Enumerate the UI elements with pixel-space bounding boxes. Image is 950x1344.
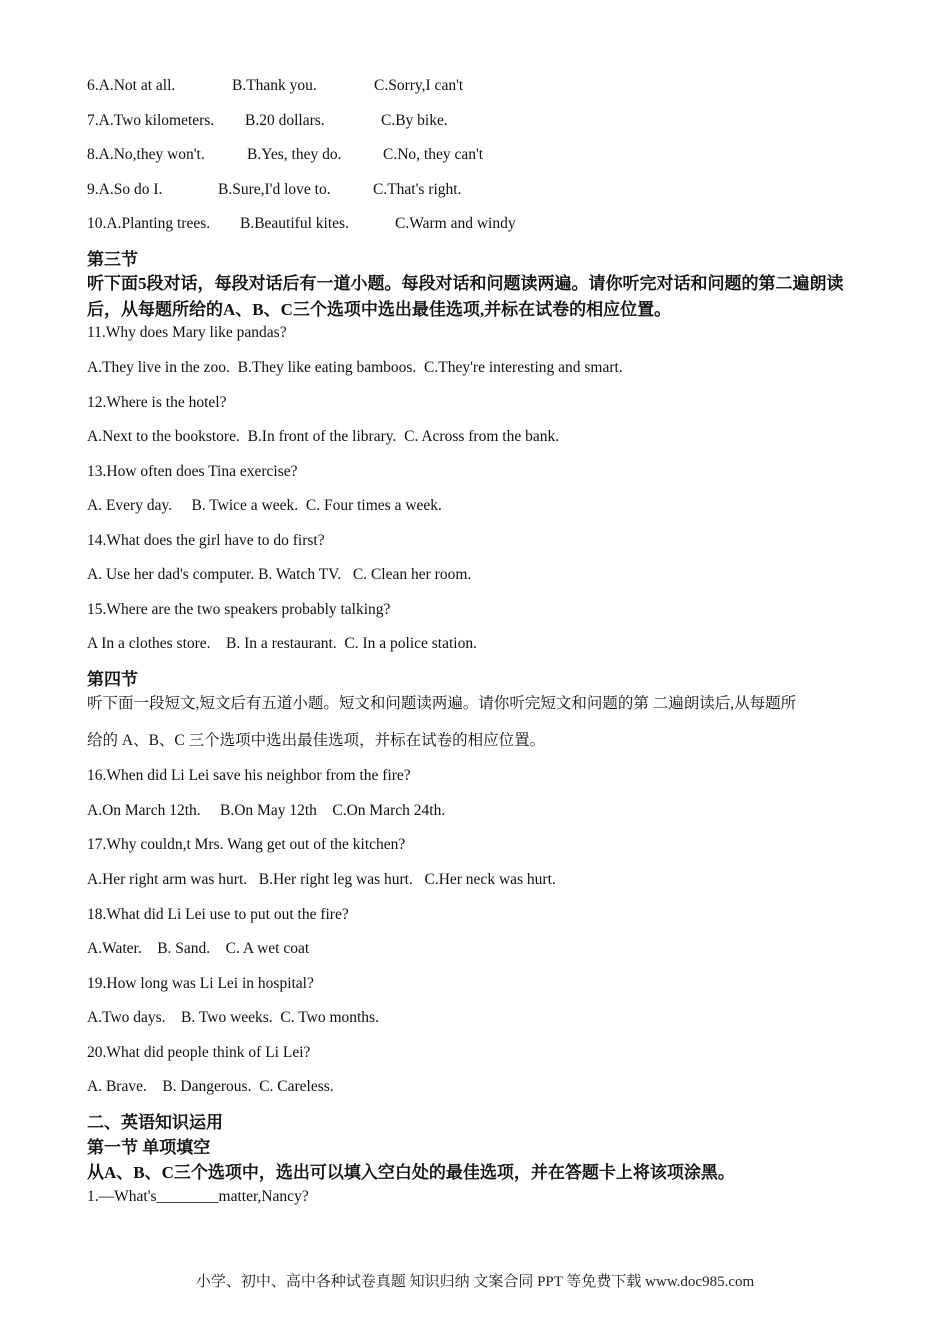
option-b: B.Thank you. <box>232 77 317 94</box>
option-a: 9.A.So do I. <box>87 181 163 198</box>
question-12: 12.Where is the hotel? <box>87 394 227 411</box>
question-16: 16.When did Li Lei save his neighbor from the fire? <box>87 767 411 784</box>
question-20: 20.What did people think of Li Lei? <box>87 1044 311 1061</box>
option-a: 6.A.Not at all. <box>87 77 176 94</box>
section4-instruction-1: 听下面一段短文,短文后有五道小题。短文和问题读两遍。请你听完短文和问题的第 二遍朗读后,从每题所 <box>87 695 797 712</box>
question-15: 15.Where are the two speakers probably talking? <box>87 601 391 618</box>
question-13: 13.How often does Tina exercise? <box>87 463 298 480</box>
question-14: 14.What does the girl have to do first? <box>87 532 325 549</box>
option-c: C.By bike. <box>381 112 448 129</box>
question-17: 17.Why couldn,t Mrs. Wang get out of the kitchen? <box>87 836 406 853</box>
option-a: 10.A.Planting trees. <box>87 215 211 232</box>
question-18-options: A.Water. B. Sand. C. A wet coat <box>87 940 310 957</box>
option-c: C.Sorry,I can't <box>374 77 464 94</box>
part2-question-1: 1.—What's________matter,Nancy? <box>87 1188 309 1205</box>
section3-instruction: 听下面5段对话，每段对话后有一道小题。每段对话和问题读两遍。请你听完对话和问题的第二遍朗读后，从每题所给的A、B、C三个选项中选出最佳选项,并标在试卷的相应位置。 <box>87 274 844 319</box>
option-c: C.Warm and windy <box>395 215 516 232</box>
option-b: B.Sure,I'd love to. <box>218 181 331 198</box>
question-16-options: A.On March 12th. B.On May 12th C.On March 24th. <box>87 802 446 819</box>
section3-title: 第三节 <box>87 250 138 269</box>
section4-title: 第四节 <box>87 670 138 689</box>
question-17-options: A.Her right arm was hurt. B.Her right leg was hurt. C.Her neck was hurt. <box>87 871 556 888</box>
part2-instruction: 从A、B、C三个选项中，选出可以填入空白处的最佳选项，并在答题卡上将该项涂黑。 <box>87 1163 735 1182</box>
option-a: 7.A.Two kilometers. <box>87 112 215 129</box>
question-11-options: A.They live in the zoo. B.They like eating bamboos. C.They're interesting and smart. <box>87 359 623 376</box>
question-20-options: A. Brave. B. Dangerous. C. Careless. <box>87 1078 334 1095</box>
part2-title: 二、英语知识运用 <box>87 1113 223 1132</box>
page-footer: 小学、初中、高中各种试卷真题 知识归纳 文案合同 PPT 等免费下载 www.doc985.com <box>195 1274 755 1290</box>
question-15-options: A In a clothes store. B. In a restaurant. C. In a police station. <box>87 635 477 652</box>
option-c: C.That's right. <box>373 181 462 198</box>
question-11: 11.Why does Mary like pandas? <box>87 324 287 341</box>
part2-section-title: 第一节 单项填空 <box>87 1138 211 1157</box>
option-b: B.Yes, they do. <box>247 146 342 163</box>
question-18: 18.What did Li Lei use to put out the fire? <box>87 906 349 923</box>
question-13-options: A. Every day. B. Twice a week. C. Four times a week. <box>87 497 442 514</box>
question-19: 19.How long was Li Lei in hospital? <box>87 975 314 992</box>
option-b: B.20 dollars. <box>245 112 325 129</box>
question-12-options: A.Next to the bookstore. B.In front of the library. C. Across from the bank. <box>87 428 560 445</box>
question-19-options: A.Two days. B. Two weeks. C. Two months. <box>87 1009 379 1026</box>
question-14-options: A. Use her dad's computer. B. Watch TV. C. Clean her room. <box>87 566 472 583</box>
option-b: B.Beautiful kites. <box>240 215 349 232</box>
option-a: 8.A.No,they won't. <box>87 146 205 163</box>
section4-instruction-2: 给的 A、B、C 三个选项中选出最佳选项，并标在试卷的相应位置。 <box>87 732 546 749</box>
option-c: C.No, they can't <box>383 146 484 163</box>
